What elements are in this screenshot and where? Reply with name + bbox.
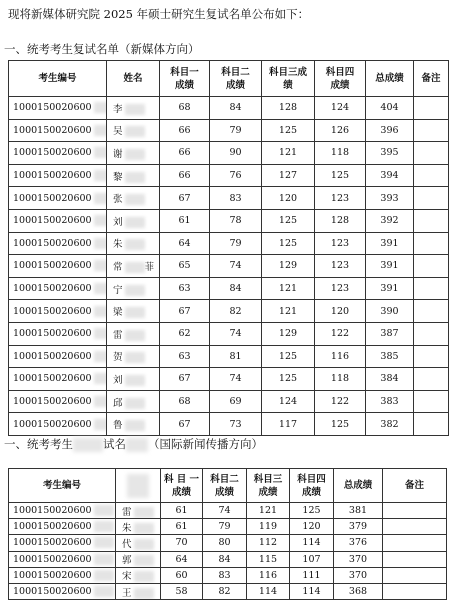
section2-title: 一、统考考生 试名 （国际新闻传播方向） bbox=[4, 437, 263, 451]
cell-name: 朱 bbox=[107, 232, 160, 255]
cell-subject1: 64 bbox=[160, 232, 210, 255]
cell-subject2: 74 bbox=[210, 368, 262, 391]
cell-exam-id: 1000150020600 bbox=[9, 187, 107, 210]
redaction-mark bbox=[125, 239, 145, 250]
redaction-mark bbox=[125, 352, 145, 363]
cell-subject3: 121 bbox=[262, 300, 315, 323]
cell-subject2: 84 bbox=[210, 97, 262, 120]
redaction-mark bbox=[125, 194, 145, 205]
redaction-mark bbox=[125, 149, 145, 160]
table-intl-news bbox=[8, 468, 447, 600]
cell-note bbox=[414, 142, 449, 165]
cell-subject2: 74 bbox=[210, 255, 262, 278]
cell-subject4: 123 bbox=[315, 255, 366, 278]
redaction-mark bbox=[94, 170, 107, 181]
cell-subject4: 114 bbox=[290, 583, 334, 599]
cell-subject2: 84 bbox=[210, 277, 262, 300]
redaction-mark bbox=[94, 306, 107, 317]
cell-subject4: 126 bbox=[315, 119, 366, 142]
cell-subject4: 107 bbox=[290, 551, 334, 567]
cell-note bbox=[383, 519, 447, 535]
cell-subject4: 116 bbox=[315, 345, 366, 368]
cell-subject1: 66 bbox=[160, 142, 210, 165]
redaction-mark bbox=[94, 396, 107, 407]
cell-subject2: 82 bbox=[210, 300, 262, 323]
redaction-mark bbox=[134, 539, 154, 550]
cell-subject3: 114 bbox=[247, 583, 290, 599]
cell-subject2: 82 bbox=[203, 583, 247, 599]
redaction-mark bbox=[125, 172, 145, 183]
cell-subject1: 67 bbox=[160, 413, 210, 436]
cell-subject3: 127 bbox=[262, 164, 315, 187]
cell-subject4: 123 bbox=[315, 277, 366, 300]
cell-note bbox=[414, 232, 449, 255]
redaction-mark bbox=[125, 217, 145, 228]
redaction-mark bbox=[134, 507, 154, 518]
cell-name: 郭 bbox=[116, 551, 161, 567]
cell-exam-id: 1000150020600 bbox=[9, 119, 107, 142]
table-new-media bbox=[8, 60, 449, 436]
cell-exam-id: 1000150020600 bbox=[9, 164, 107, 187]
table-row bbox=[9, 187, 449, 210]
table-row bbox=[9, 232, 449, 255]
redaction-mark bbox=[94, 537, 114, 548]
col-subject3: 科目三 成绩 bbox=[247, 469, 290, 503]
cell-exam-id: 1000150020600 bbox=[9, 277, 107, 300]
cell-note bbox=[383, 551, 447, 567]
cell-subject1: 67 bbox=[160, 300, 210, 323]
table-row bbox=[9, 322, 449, 345]
cell-subject4: 111 bbox=[290, 567, 334, 583]
cell-name: 雷 bbox=[116, 503, 161, 519]
col-subject2: 科目二 成绩 bbox=[210, 61, 262, 97]
cell-note bbox=[414, 255, 449, 278]
redaction-mark bbox=[94, 238, 107, 249]
col-id: 考生编号 bbox=[9, 469, 116, 503]
redaction-mark bbox=[125, 285, 145, 296]
cell-subject4: 118 bbox=[315, 368, 366, 391]
cell-total: 368 bbox=[334, 583, 383, 599]
redaction-mark bbox=[125, 262, 145, 273]
cell-subject4: 122 bbox=[315, 390, 366, 413]
cell-name: 吴 bbox=[107, 119, 160, 142]
cell-total: 385 bbox=[366, 345, 414, 368]
cell-name: 朱 bbox=[116, 519, 161, 535]
cell-subject2: 76 bbox=[210, 164, 262, 187]
cell-exam-id: 1000150020600 bbox=[9, 551, 116, 567]
cell-exam-id: 1000150020600 bbox=[9, 519, 116, 535]
cell-total: 391 bbox=[366, 232, 414, 255]
cell-subject3: 120 bbox=[262, 187, 315, 210]
cell-exam-id: 1000150020600 bbox=[9, 535, 116, 551]
cell-subject2: 74 bbox=[210, 322, 262, 345]
cell-subject3: 125 bbox=[262, 232, 315, 255]
table-row bbox=[9, 209, 449, 232]
cell-name: 黎 bbox=[107, 164, 160, 187]
cell-subject3: 117 bbox=[262, 413, 315, 436]
table-row bbox=[9, 345, 449, 368]
col-name: 姓名 bbox=[107, 61, 160, 97]
cell-subject1: 68 bbox=[160, 390, 210, 413]
cell-subject1: 67 bbox=[160, 368, 210, 391]
cell-note bbox=[414, 97, 449, 120]
cell-subject4: 123 bbox=[315, 187, 366, 210]
cell-subject4: 114 bbox=[290, 535, 334, 551]
cell-total: 392 bbox=[366, 209, 414, 232]
cell-total: 379 bbox=[334, 519, 383, 535]
col-id: 考生编号 bbox=[9, 61, 107, 97]
col-name bbox=[116, 469, 161, 503]
col-subject3: 科目三成 绩 bbox=[262, 61, 315, 97]
col-total: 总成绩 bbox=[334, 469, 383, 503]
cell-name: 邱 bbox=[107, 390, 160, 413]
redaction-mark bbox=[94, 521, 114, 532]
cell-name: 谢 bbox=[107, 142, 160, 165]
col-subject4: 科目四 成绩 bbox=[315, 61, 366, 97]
cell-note bbox=[414, 390, 449, 413]
cell-subject3: 121 bbox=[247, 503, 290, 519]
cell-exam-id: 1000150020600 bbox=[9, 300, 107, 323]
cell-note bbox=[414, 277, 449, 300]
cell-total: 394 bbox=[366, 164, 414, 187]
cell-subject3: 125 bbox=[262, 345, 315, 368]
cell-name: 刘 bbox=[107, 368, 160, 391]
redaction-mark bbox=[94, 328, 107, 339]
cell-name: 代 bbox=[116, 535, 161, 551]
cell-subject4: 125 bbox=[290, 503, 334, 519]
table-row bbox=[9, 413, 449, 436]
redaction-mark bbox=[125, 420, 145, 431]
cell-subject1: 58 bbox=[161, 583, 203, 599]
redaction-mark bbox=[134, 555, 154, 566]
cell-exam-id: 1000150020600 bbox=[9, 345, 107, 368]
cell-subject1: 61 bbox=[160, 209, 210, 232]
cell-subject4: 123 bbox=[315, 232, 366, 255]
col-subject1: 科 目 一 成绩 bbox=[161, 469, 203, 503]
col-subject2: 科目二 成绩 bbox=[203, 469, 247, 503]
table-row bbox=[9, 368, 449, 391]
cell-note bbox=[383, 535, 447, 551]
redaction-mark bbox=[94, 125, 107, 136]
cell-name: 张 bbox=[107, 187, 160, 210]
cell-name: 贺 bbox=[107, 345, 160, 368]
cell-note bbox=[383, 583, 447, 599]
cell-total: 370 bbox=[334, 551, 383, 567]
cell-total: 396 bbox=[366, 119, 414, 142]
table-row bbox=[9, 390, 449, 413]
cell-subject3: 112 bbox=[247, 535, 290, 551]
cell-exam-id: 1000150020600 bbox=[9, 567, 116, 583]
table-row bbox=[9, 255, 449, 278]
cell-name: 王 bbox=[116, 583, 161, 599]
cell-subject2: 79 bbox=[203, 519, 247, 535]
table-row bbox=[9, 164, 449, 187]
cell-subject2: 84 bbox=[203, 551, 247, 567]
cell-note bbox=[414, 413, 449, 436]
cell-exam-id: 1000150020600 bbox=[9, 503, 116, 519]
table-row bbox=[9, 142, 449, 165]
cell-name: 梁 bbox=[107, 300, 160, 323]
redaction-mark bbox=[94, 260, 107, 271]
cell-subject2: 80 bbox=[203, 535, 247, 551]
redaction-mark bbox=[94, 505, 114, 516]
cell-note bbox=[383, 503, 447, 519]
cell-subject4: 128 bbox=[315, 209, 366, 232]
redaction-mark bbox=[94, 570, 114, 581]
cell-exam-id: 1000150020600 bbox=[9, 322, 107, 345]
redaction-mark bbox=[134, 588, 154, 599]
redaction-mark bbox=[94, 351, 107, 362]
cell-exam-id: 1000150020600 bbox=[9, 232, 107, 255]
redaction-mark bbox=[134, 571, 154, 582]
cell-total: 370 bbox=[334, 567, 383, 583]
cell-total: 382 bbox=[366, 413, 414, 436]
table-row bbox=[9, 567, 447, 583]
cell-note bbox=[414, 187, 449, 210]
cell-subject3: 115 bbox=[247, 551, 290, 567]
cell-exam-id: 1000150020600 bbox=[9, 255, 107, 278]
col-total: 总成绩 bbox=[366, 61, 414, 97]
cell-subject2: 81 bbox=[210, 345, 262, 368]
cell-subject3: 125 bbox=[262, 368, 315, 391]
cell-exam-id: 1000150020600 bbox=[9, 583, 116, 599]
redaction-mark bbox=[134, 523, 154, 534]
cell-exam-id: 1000150020600 bbox=[9, 368, 107, 391]
redaction-mark bbox=[125, 330, 145, 341]
cell-subject3: 125 bbox=[262, 119, 315, 142]
table-header-row bbox=[9, 61, 449, 97]
cell-exam-id: 1000150020600 bbox=[9, 142, 107, 165]
redaction-mark bbox=[94, 586, 114, 597]
table-row bbox=[9, 277, 449, 300]
cell-total: 383 bbox=[366, 390, 414, 413]
redaction-mark bbox=[94, 102, 107, 113]
cell-name: 李 bbox=[107, 97, 160, 120]
table-header-row bbox=[9, 469, 447, 503]
redaction-mark bbox=[125, 126, 145, 137]
cell-name: 刘 bbox=[107, 209, 160, 232]
cell-exam-id: 1000150020600 bbox=[9, 209, 107, 232]
cell-name: 宋 bbox=[116, 567, 161, 583]
cell-subject3: 116 bbox=[247, 567, 290, 583]
redaction-mark bbox=[94, 283, 107, 294]
cell-subject1: 66 bbox=[160, 164, 210, 187]
cell-note bbox=[414, 164, 449, 187]
cell-subject2: 78 bbox=[210, 209, 262, 232]
table-row bbox=[9, 119, 449, 142]
cell-subject3: 124 bbox=[262, 390, 315, 413]
cell-subject1: 60 bbox=[161, 567, 203, 583]
cell-subject2: 69 bbox=[210, 390, 262, 413]
cell-subject2: 83 bbox=[210, 187, 262, 210]
col-note: 备注 bbox=[383, 469, 447, 503]
cell-exam-id: 1000150020600 bbox=[9, 413, 107, 436]
cell-subject1: 64 bbox=[161, 551, 203, 567]
cell-subject1: 61 bbox=[161, 503, 203, 519]
cell-total: 404 bbox=[366, 97, 414, 120]
cell-subject2: 79 bbox=[210, 119, 262, 142]
cell-subject1: 68 bbox=[160, 97, 210, 120]
cell-subject2: 79 bbox=[210, 232, 262, 255]
cell-subject1: 63 bbox=[160, 277, 210, 300]
cell-subject1: 65 bbox=[160, 255, 210, 278]
cell-note bbox=[414, 345, 449, 368]
redaction-mark bbox=[125, 104, 145, 115]
cell-subject4: 120 bbox=[290, 519, 334, 535]
cell-subject3: 125 bbox=[262, 209, 315, 232]
cell-total: 387 bbox=[366, 322, 414, 345]
cell-subject4: 120 bbox=[315, 300, 366, 323]
redaction-mark bbox=[94, 147, 107, 158]
redaction-mark bbox=[125, 307, 145, 318]
redaction-mark bbox=[94, 215, 107, 226]
cell-subject1: 61 bbox=[161, 519, 203, 535]
cell-note bbox=[414, 368, 449, 391]
cell-total: 393 bbox=[366, 187, 414, 210]
cell-note bbox=[414, 322, 449, 345]
cell-subject2: 73 bbox=[210, 413, 262, 436]
cell-name: 常 菲 bbox=[107, 255, 160, 278]
cell-name: 鲁 bbox=[107, 413, 160, 436]
cell-total: 381 bbox=[334, 503, 383, 519]
cell-total: 384 bbox=[366, 368, 414, 391]
cell-subject3: 121 bbox=[262, 142, 315, 165]
redaction-mark bbox=[125, 375, 145, 386]
cell-note bbox=[414, 119, 449, 142]
col-note: 备注 bbox=[414, 61, 449, 97]
table-row bbox=[9, 519, 447, 535]
cell-name: 雷 bbox=[107, 322, 160, 345]
cell-total: 395 bbox=[366, 142, 414, 165]
redaction-mark bbox=[94, 193, 107, 204]
cell-total: 376 bbox=[334, 535, 383, 551]
cell-note bbox=[414, 300, 449, 323]
cell-subject3: 121 bbox=[262, 277, 315, 300]
table-row bbox=[9, 551, 447, 567]
intro-text: 现将新媒体研究院 2025 年硕士研究生复试名单公布如下： bbox=[8, 7, 310, 21]
cell-subject3: 129 bbox=[262, 322, 315, 345]
redaction-mark bbox=[94, 554, 114, 565]
cell-subject2: 83 bbox=[203, 567, 247, 583]
redaction-mark bbox=[94, 373, 107, 384]
cell-note bbox=[414, 209, 449, 232]
section1-title: 一、统考考生复试名单（新媒体方向） bbox=[4, 42, 200, 56]
cell-subject3: 129 bbox=[262, 255, 315, 278]
cell-subject1: 70 bbox=[161, 535, 203, 551]
cell-subject3: 119 bbox=[247, 519, 290, 535]
redaction-mark bbox=[94, 419, 107, 430]
cell-total: 390 bbox=[366, 300, 414, 323]
cell-subject3: 128 bbox=[262, 97, 315, 120]
table-row bbox=[9, 300, 449, 323]
cell-exam-id: 1000150020600 bbox=[9, 390, 107, 413]
table-row bbox=[9, 97, 449, 120]
cell-subject1: 66 bbox=[160, 119, 210, 142]
cell-subject4: 122 bbox=[315, 322, 366, 345]
cell-total: 391 bbox=[366, 277, 414, 300]
cell-subject4: 125 bbox=[315, 164, 366, 187]
cell-exam-id: 1000150020600 bbox=[9, 97, 107, 120]
cell-name: 宁 bbox=[107, 277, 160, 300]
cell-subject1: 63 bbox=[160, 345, 210, 368]
col-subject4: 科目四 成绩 bbox=[290, 469, 334, 503]
table-row bbox=[9, 503, 447, 519]
cell-subject4: 118 bbox=[315, 142, 366, 165]
col-subject1: 科目一 成绩 bbox=[160, 61, 210, 97]
cell-subject2: 74 bbox=[203, 503, 247, 519]
cell-subject4: 125 bbox=[315, 413, 366, 436]
table-row bbox=[9, 535, 447, 551]
redaction-mark bbox=[125, 398, 145, 409]
table-row bbox=[9, 583, 447, 599]
cell-note bbox=[383, 567, 447, 583]
cell-subject1: 62 bbox=[160, 322, 210, 345]
cell-subject1: 67 bbox=[160, 187, 210, 210]
cell-subject2: 90 bbox=[210, 142, 262, 165]
cell-subject4: 124 bbox=[315, 97, 366, 120]
cell-total: 391 bbox=[366, 255, 414, 278]
